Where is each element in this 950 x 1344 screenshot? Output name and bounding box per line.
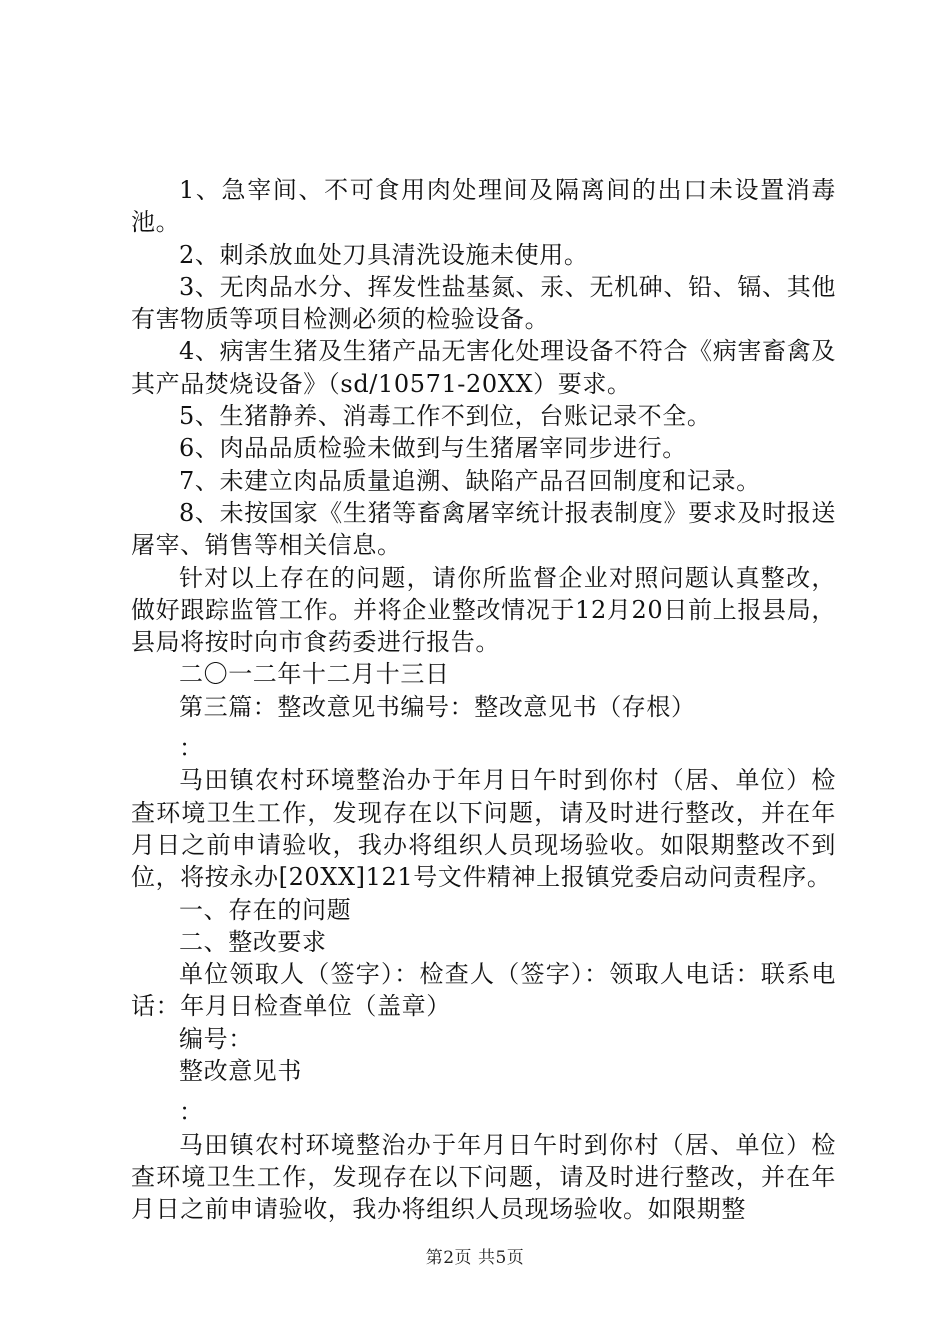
paragraph-item-1: 1、急宰间、不可食用肉处理间及隔离间的出口未设置消毒池。 [131,176,836,237]
signature-line: 单位领取人（签字）：检查人（签字）：领取人电话：联系电话：年月日检查单位（盖章） [131,960,836,1021]
document-body [131,174,836,1226]
paragraph-item-4: 4、病害生猪及生猪产品无害化处理设备不符合《病害畜禽及其产品焚烧设备》（sd/10571-20XX）要求。 [131,337,836,398]
paragraph-item-7: 7、未建立肉品质量追溯、缺陷产品召回制度和记录。 [179,466,761,495]
rectification-notice-paragraph: 针对以上存在的问题，请你所监督企业对照问题认真整改，做好跟踪监管工作。并将企业整改情况于12月20日前上报县局，县局将按时向市食药委进行报告。 [131,563,836,657]
addressee-colon: ： [179,1098,204,1127]
heading-existing-problems: 一、存在的问题 [179,895,352,924]
paragraph-item-2: 2、刺杀放血处刀具清洗设施未使用。 [179,240,589,269]
serial-number-label: 编号： [179,1024,253,1053]
heading-rectification-requirements: 二、整改要求 [179,927,327,956]
spacer [131,1087,836,1096]
date-line: 二〇一二年十二月十三日 [179,660,450,689]
form-title: 整改意见书 [179,1057,302,1086]
page-number-footer: 第2页 共5页 [425,1248,525,1268]
inspection-body-paragraph-continued: 马田镇农村环境整治办于年月日午时到你村（居、单位）检查环境卫生工作，发现存在以下问题，请及时进行整改，并在年月日之前申请验收，我办将组织人员现场验收。如限期整 [131,1130,836,1224]
paragraph-item-5: 5、生猪静养、消毒工作不到位，台账记录不全。 [179,402,712,431]
addressee-colon: ： [179,734,204,763]
paragraph-item-6: 6、肉品品质检验未做到与生猪屠宰同步进行。 [179,434,687,463]
spacer [131,723,836,732]
paragraph-item-3: 3、无肉品水分、挥发性盐基氮、汞、无机砷、铅、镉、其他有害物质等项目检测必须的检验设备。 [131,272,836,334]
inspection-body-paragraph: 马田镇农村环境整治办于年月日午时到你村（居、单位）检查环境卫生工作，发现存在以下问题，请及时进行整改，并在年月日之前申请验收，我办将组织人员现场验收。如限期整改不到位，将按永办[20XX]121号文件精神上报镇党委启动问责程序。 [131,766,836,892]
paragraph-item-8: 8、未按国家《生猪等畜禽屠宰统计报表制度》要求及时报送屠宰、销售等相关信息。 [131,498,836,560]
section-title-third: 第三篇：整改意见书编号：整改意见书（存根） [179,692,696,721]
